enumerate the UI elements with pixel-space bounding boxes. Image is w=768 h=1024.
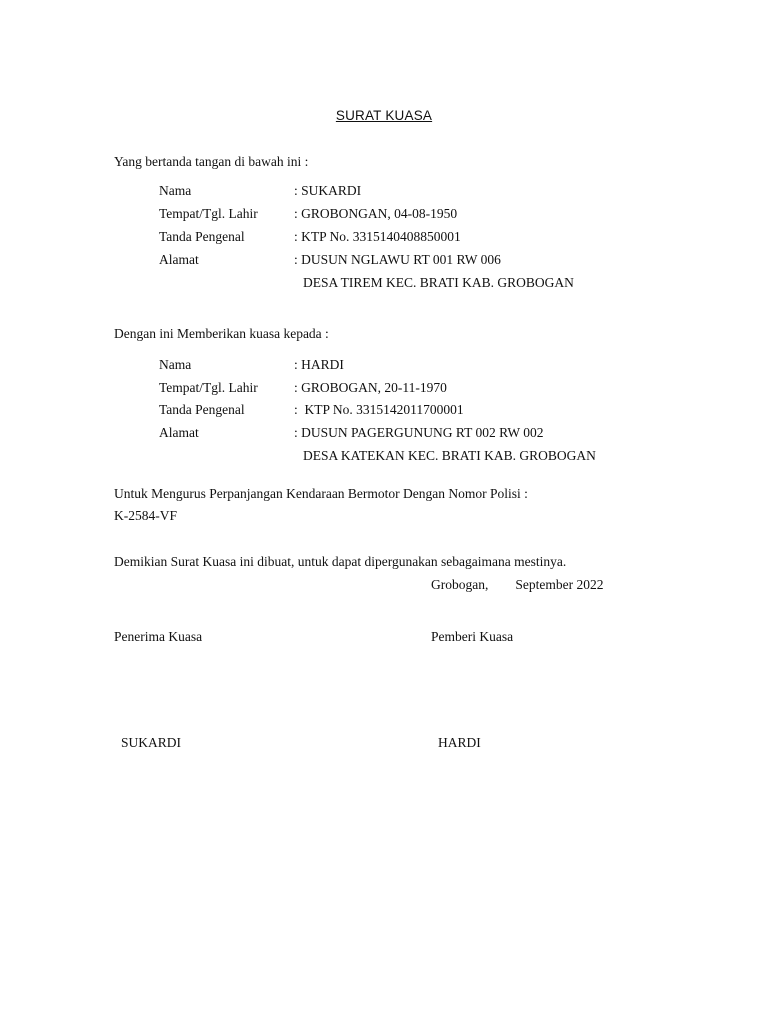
grantee-name-value: : HARDI xyxy=(294,357,344,372)
grantee-address-label: Alamat xyxy=(159,425,199,440)
document-title: SURAT KUASA xyxy=(335,108,433,123)
grantee-id-value: : KTP No. 3315142011700001 xyxy=(294,402,464,417)
grantor-birth-value: : GROBONGAN, 04-08-1950 xyxy=(294,206,458,221)
grantee-birth-value: : GROBOGAN, 20-11-1970 xyxy=(294,380,447,395)
grant-statement: Dengan ini Memberikan kuasa kepada : xyxy=(114,326,329,341)
grantee-birth-row xyxy=(159,380,679,396)
grantee-birth-label: Tempat/Tgl. Lahir xyxy=(159,380,258,395)
grantor-address-value-1: : DUSUN NGLAWU RT 001 RW 006 xyxy=(294,252,501,267)
grantee-id-row xyxy=(159,402,679,418)
grantor-id-label: Tanda Pengenal xyxy=(159,229,245,244)
grantee-name-label: Nama xyxy=(159,357,192,372)
grantor-name-value: : SUKARDI xyxy=(294,183,362,198)
closing-text: Demikian Surat Kuasa ini dibuat, untuk dapat dipergunakan sebagaimana mestinya. xyxy=(114,554,567,569)
grantor-birth-label: Tempat/Tgl. Lahir xyxy=(159,206,258,221)
intro-text: Yang bertanda tangan di bawah ini : xyxy=(114,154,309,169)
grantor-id-row xyxy=(159,229,679,245)
recipient-name: SUKARDI xyxy=(121,735,182,750)
giver-label: Pemberi Kuasa xyxy=(431,629,514,644)
grantor-address-label: Alamat xyxy=(159,252,199,267)
grantor-birth-row xyxy=(159,206,679,222)
grantee-name-row xyxy=(159,357,679,373)
purpose-text: Untuk Mengurus Perpanjangan Kendaraan Bermotor Dengan Nomor Polisi : xyxy=(114,486,528,501)
place-date: Grobogan, September 2022 xyxy=(431,577,604,592)
giver-name: HARDI xyxy=(438,735,481,750)
grantor-address-row xyxy=(159,252,679,268)
grantor-name-row xyxy=(159,183,679,199)
grantee-address-row xyxy=(159,425,679,441)
vehicle-plate: K-2584-VF xyxy=(114,508,177,523)
grantor-address-value-2: DESA TIREM KEC. BRATI KAB. GROBOGAN xyxy=(303,275,574,290)
recipient-label: Penerima Kuasa xyxy=(114,629,203,644)
grantor-id-value: : KTP No. 3315140408850001 xyxy=(294,229,461,244)
grantee-address-value-2: DESA KATEKAN KEC. BRATI KAB. GROBOGAN xyxy=(303,448,596,463)
grantee-id-label: Tanda Pengenal xyxy=(159,402,245,417)
grantee-address-value-1: : DUSUN PAGERGUNUNG RT 002 RW 002 xyxy=(294,425,544,440)
grantor-name-label: Nama xyxy=(159,183,192,198)
